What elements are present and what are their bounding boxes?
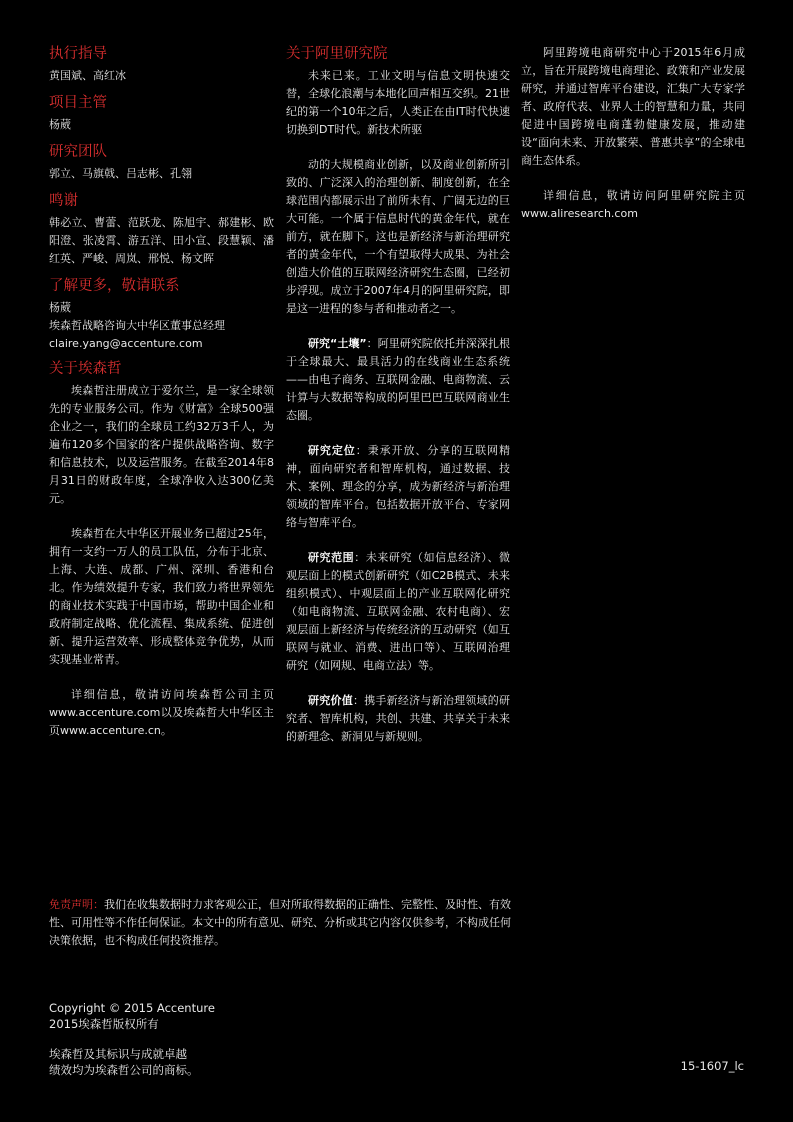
disclaimer-text: 我们在收集数据时力求客观公正，但对所取得数据的正确性、完整性、及时性、有效性、可用性等不作任何保证。本文中的所有意见、研究、分析或其它内容仅供参考，不构成任何决策依据，也不构成任何投资推荐。	[49, 898, 511, 947]
research-soil-text: ：阿里研究院依托并深深扎根于全球最大、最具活力的在线商业生态系统——由电子商务、互联网金融、电商物流、云计算与大数据等构成的阿里巴巴互联网商业生态圈。	[286, 337, 510, 422]
contact-email-link[interactable]: claire.yang@accenture.com	[49, 337, 203, 350]
contact-heading: 了解更多，敬请联系	[49, 278, 180, 294]
research-value-paragraph	[286, 692, 510, 746]
left-column	[49, 44, 274, 757]
copyright-line-2: 2015埃森哲版权所有	[49, 1017, 159, 1031]
middle-column	[286, 44, 510, 763]
about-aliresearch-heading: 关于阿里研究院	[286, 46, 388, 62]
trademark-line-1: 埃森哲及其标识与成就卓越	[49, 1047, 187, 1061]
research-scope-paragraph	[286, 549, 510, 675]
research-soil-label: 研究“土壤”	[308, 337, 367, 350]
trademark-block	[49, 1046, 349, 1078]
research-position-text: ：秉承开放、分享的互联网精神，面向研究者和智库机构，通过数据、技术、案例、理念的分享，成为新经济与新治理领域的智库平台。包括数据开放平台、专家网络与智库平台。	[286, 444, 510, 529]
copyright-line-1: Copyright © 2015 Accenture	[49, 1001, 215, 1015]
exec-guidance-names: 黄国斌、高红冰	[49, 69, 126, 82]
project-lead-heading: 项目主管	[49, 95, 107, 111]
research-soil-paragraph	[286, 335, 510, 425]
about-accenture-paragraph-2: 埃森哲在大中华区开展业务已超过25年，拥有一支约一万人的员工队伍，分布于北京、上海、大连、成都、广州、深圳、香港和台北。作为绩效提升专家，我们致力将世界领先的商业技术实践于中国市场，帮助中国企业和政府制定战略、优化流程、集成系统、促进创新、提升运营效率、形成整体竞争优势，从而实现基业常青。	[49, 527, 274, 666]
about-accenture-paragraph-3: 详细信息，敬请访问埃森哲公司主页www.accenture.com以及埃森哲大中华区主页www.accenture.cn。	[49, 688, 274, 737]
research-value-label: 研究价值	[308, 694, 353, 707]
aliresearch-paragraph-1: 未来已来。工业文明与信息文明快速交替，全球化浪潮与本地化回声相互交织。21世纪的第一个10年之后，人类正在由IT时代快速切换到DT时代。新技术所驱	[286, 69, 510, 136]
research-value-text: ：携手新经济与新治理领域的研究者、智库机构，共创、共建、共享关于未来的新理念、新洞见与新规则。	[286, 694, 511, 743]
copyright-block	[49, 1000, 349, 1032]
research-position-paragraph	[286, 442, 510, 532]
aliresearch-link-paragraph: 详细信息，敬请访问阿里研究院主页www.aliresearch.com	[521, 189, 745, 220]
contact-info	[49, 299, 274, 353]
about-accenture-heading: 关于埃森哲	[49, 361, 122, 377]
disclaimer	[49, 896, 511, 950]
contact-name: 杨葳	[49, 301, 71, 314]
research-team-heading: 研究团队	[49, 144, 107, 160]
project-lead-names: 杨葳	[49, 118, 71, 131]
research-position-label: 研究定位	[308, 444, 356, 457]
exec-guidance-heading: 执行指导	[49, 46, 107, 62]
document-code: 15-1607_lc	[680, 1059, 744, 1073]
trademark-line-2: 绩效均为埃森哲公司的商标。	[49, 1063, 199, 1077]
research-scope-text: ：未来研究（如信息经济）、微观层面上的模式创新研究（如C2B模式、未来组织模式）、中观层面上的产业互联网化研究（如电商物流、互联网金融、农村电商）、宏观层面上新经济与传统经济的互动研究（如互联网与就业、消费、进出口等）、互联网治理研究（如网规、电商立法）等。	[286, 551, 511, 672]
about-accenture-paragraph-1: 埃森哲注册成立于爱尔兰，是一家全球领先的专业服务公司。作为《财富》全球500强企业之一，我们的全球员工约32万3千人，为遍布120多个国家的客户提供战略咨询、数字和信息技术，以及运营服务。在截至2014年8月31日的财政年度，全球净收入达300亿美元。	[49, 384, 274, 505]
right-column	[521, 44, 745, 240]
research-scope-label: 研究范围	[308, 551, 355, 564]
research-team-names: 郭立、马旗戟、吕志彬、孔翎	[49, 167, 192, 180]
acknowledgements-names: 韩必立、曹蕾、范跃龙、陈旭宇、郝建彬、欧阳澄、张凌霄、游五洋、田小宣、段慧颖、潘红英、严峻、周岚、邢悦、杨文晖	[49, 216, 274, 265]
contact-role: 埃森哲战略咨询大中华区董事总经理	[49, 319, 225, 332]
crossborder-center-paragraph: 阿里跨境电商研究中心于2015年6月成立，旨在开展跨境电商理论、政策和产业发展研究，并通过智库平台建设，汇集广大专家学者、政府代表、业界人士的智慧和力量，共同促进中国跨境电商蓬勃健康发展，推动建设“面向未来、开放繁荣、普惠共享”的全球电商生态体系。	[521, 46, 745, 167]
aliresearch-paragraph-2: 动的大规模商业创新，以及商业创新所引致的、广泛深入的治理创新、制度创新，在全球范围内都展示出了前所未有、广阔无边的巨大可能。一个属于信息时代的黄金年代，就在前方，就在脚下。这也是新经济与新治理研究者的黄金年代，一个有望取得大成果、为社会创造大价值的互联网经济研究生态圈，已经初步浮现。成立于2007年4月的阿里研究院，即是这一进程的参与者和推动者之一。	[286, 158, 510, 315]
acknowledgements-heading: 鸣谢	[49, 193, 78, 209]
disclaimer-label: 免责声明：	[49, 898, 104, 911]
